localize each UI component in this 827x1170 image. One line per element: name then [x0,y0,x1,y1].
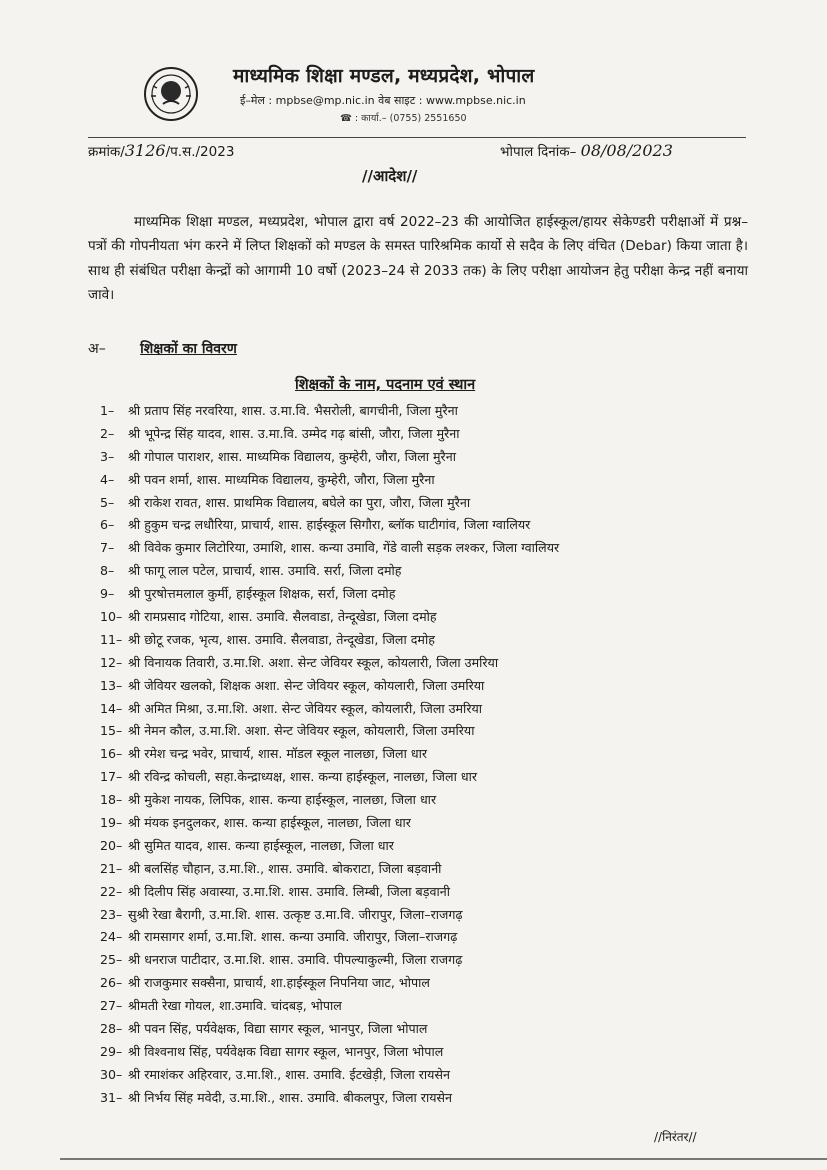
list-item-number: 31– [100,1089,123,1105]
continued-marker: //निरंतर// [654,1130,697,1144]
list-item-number: 24– [100,929,123,945]
list-item-number: 9– [100,586,115,602]
list-item [100,835,750,858]
list-item-text: श्री सुमित यादव, शास. कन्या हाईस्कूल, नालछा, जिला धार [128,837,394,853]
list-item [100,514,750,537]
list-item-text: श्री रमाशंकर अहिरवार, उ.मा.शि., शास. उमावि. ईटखेड़ी, जिला रायसेन [128,1066,450,1082]
list-item-text: श्री नेमन कौल, उ.मा.शि. अशा. सेन्ट जेवियर स्कूल, कोयलारी, जिला उमरिया [128,723,475,739]
list-item-text: श्री हुकुम चन्द्र लधौरिया, प्राचार्य, शास. हाईस्कूल सिगौरा, ब्लॉक घाटीगांव, जिला ग्वालियर [128,517,531,533]
list-item-number: 3– [100,448,115,464]
section-marker: अ– [88,341,106,357]
list-item [100,698,750,721]
website-link[interactable]: www.mpbse.nic.in [425,94,526,107]
organization-name: माध्यमिक शिक्षा मण्डल, मध्यप्रदेश, भोपाल [233,65,535,87]
list-item-text: सुश्री रेखा बैरागी, उ.मा.शि. शास. उत्कृष्ट उ.मा.वि. जीरापुर, जिला–राजगढ़ [128,906,463,922]
list-item [100,743,750,766]
list-item-text: श्री दिलीप सिंह अवास्या, उ.मा.शि. शास. उमावि. लिम्बी, जिला बड़वानी [128,883,450,899]
email-label: ई–मेल : [240,94,273,107]
reference-handwritten-number: 3126 [124,141,166,160]
list-item [100,904,750,927]
header-divider [88,137,746,138]
list-item-text: श्री फागू लाल पटेल, प्राचार्य, शास. उमावि. सर्रा, जिला दमोह [128,563,402,579]
phone-number: (0755) 2551650 [389,113,467,124]
list-item [100,1041,750,1064]
list-item-text: श्री विवेक कुमार लिटोरिया, उमाशि, शास. कन्या उमावि, गेंडे वाली सड़क लश्कर, जिला ग्वालियर [128,540,560,556]
list-item-number: 11– [100,631,123,647]
list-item-number: 17– [100,769,123,785]
order-body [88,210,748,308]
list-item-number: 5– [100,494,115,510]
list-item-text: श्री गोपाल पाराशर, शास. माध्यमिक विद्यालय, कुम्हेरी, जौरा, जिला मुरैना [128,448,456,464]
list-item-text: श्री छोटू रजक, भृत्य, शास. उमावि. सैलवाडा, तेन्दूखेडा, जिला दमोह [128,631,435,647]
list-item-text: श्री विश्वनाथ सिंह, पर्यवेक्षक विद्या सागर स्कूल, भानपुर, जिला भोपाल [128,1043,444,1059]
contact-line [240,93,526,108]
list-item-text: श्री निर्भय सिंह मवेदी, उ.मा.शि., शास. उमावि. बीकलपुर, जिला रायसेन [128,1089,453,1105]
list-item [100,1087,750,1110]
list-item [100,652,750,675]
reference-prefix: क्रमांक/ [88,144,125,160]
list-item [100,400,750,423]
phone-line [340,111,467,124]
list-item-number: 27– [100,998,123,1014]
list-item-text: श्री पवन शर्मा, शास. माध्यमिक विद्यालय, कुम्हेरी, जौरा, जिला मुरैना [128,471,435,487]
list-item-text: श्री जेवियर खलको, शिक्षक अशा. सेन्ट जेवियर स्कूल, कोयलारी, जिला उमरिया [128,677,485,693]
list-item [100,995,750,1018]
list-item [100,812,750,835]
list-item-text: श्री पवन सिंह, पर्यवेक्षक, विद्या सागर स्कूल, भानपुर, जिला भोपाल [128,1021,428,1037]
list-item-number: 14– [100,700,123,716]
list-item [100,766,750,789]
list-item-number: 16– [100,746,123,762]
list-item [100,675,750,698]
list-item [100,537,750,560]
date-label: भोपाल दिनांक– [500,144,577,160]
list-item-number: 8– [100,563,115,579]
list-item [100,881,750,904]
list-item-number: 26– [100,975,123,991]
list-item-text: श्री अमित मिश्रा, उ.मा.शि. अशा. सेन्ट जेवियर स्कूल, कोयलारी, जिला उमरिया [128,700,483,716]
list-item [100,560,750,583]
list-item-text: श्री प्रताप सिंह नरवरिया, शास. उ.मा.वि. भैसरोली, बागचीनी, जिला मुरैना [128,403,458,418]
list-item-text: श्रीमती रेखा गोयल, शा.उमावि. चांदबड़, भोपाल [128,998,342,1014]
list-item-text: श्री राकेश रावत, शास. प्राथमिक विद्यालय, बघेले का पुरा, जौरा, जिला मुरैना [128,494,471,510]
teacher-list [100,400,750,1110]
list-item-text: श्री मंयक इनदुलकर, शास. कन्या हाईस्कूल, नालछा, जिला धार [128,815,411,831]
list-item [100,858,750,881]
list-item [100,972,750,995]
list-item-number: 2– [100,425,115,441]
order-title: //आदेश// [362,167,418,185]
list-item-number: 7– [100,540,115,556]
list-item [100,789,750,812]
list-item-number: 22– [100,883,123,899]
list-item-text: श्री पुरषोत्तमलाल कुर्मी, हाईस्कूल शिक्षक, सर्रा, जिला दमोह [128,586,396,602]
list-item [100,446,750,469]
list-item-number: 28– [100,1021,123,1037]
teacher-list-heading: शिक्षकों के नाम, पदनाम एवं स्थान [295,377,476,393]
website-label: वेब साइट : [378,94,423,107]
list-item-text: श्री धनराज पाटीदार, उ.मा.शि. शास. उमावि. पीपल्याकुल्मी, जिला राजगढ़ [128,952,463,968]
list-item-number: 10– [100,609,123,625]
list-item-number: 30– [100,1066,123,1082]
list-item-text: श्री विनायक तिवारी, उ.मा.शि. अशा. सेन्ट जेवियर स्कूल, कोयलारी, जिला उमरिया [128,654,499,670]
list-item-text: श्री भूपेन्द्र सिंह यादव, शास. उ.मा.वि. उम्मेद गढ़ बांसी, जौरा, जिला मुरैना [128,425,460,441]
list-item-number: 13– [100,677,123,693]
board-seal-icon [143,66,199,122]
list-item [100,926,750,949]
list-item [100,423,750,446]
list-item-text: श्री रविन्द्र कोचली, सहा.केन्द्राध्यक्ष, शास. कन्या हाईस्कूल, नालछा, जिला धार [128,769,477,785]
reference-suffix: /प.स./2023 [165,144,235,160]
list-item-text: श्री रमेश चन्द्र भवेर, प्राचार्य, शास. मॉडल स्कूल नालछा, जिला धार [128,746,428,762]
list-item-text: श्री रामप्रसाद गोटिया, शास. उमावि. सैलवाडा, तेन्दूखेडा, जिला दमोह [128,609,437,625]
list-item [100,492,750,515]
list-item-number: 1– [100,403,115,418]
section-title: शिक्षकों का विवरण [140,341,237,357]
list-item-number: 25– [100,952,123,968]
list-item-text: श्री रामसागर शर्मा, उ.मा.शि. शास. कन्या उमावि. जीरापुर, जिला–राजगढ़ [128,929,458,945]
list-item-number: 4– [100,471,115,487]
list-item [100,469,750,492]
list-item [100,1064,750,1087]
list-item [100,629,750,652]
order-body-text: माध्यमिक शिक्षा मण्डल, मध्यप्रदेश, भोपाल द्वारा वर्ष 2022–23 की आयोजित हाईस्कूल/हायर सेकेण्डरी परीक्षाओं में प्रश्न–पत्रों की गोपनीयता भंग करने में लिप्त शिक्षकों को मण्डल के समस्त पारिश्रमिक कार्यो से सदैव के लिए वंचित (Debar) किया जाता है। साथ ही संबंधित परीक्षा केन्द्रों को आगामी 10 वर्षो (2023–24 से 2033 तक) के लिए परीक्षा आयोजन हेतु परीक्षा केन्द्र नहीं बनाया जावे। [88,214,748,304]
email-link[interactable]: mpbse@mp.nic.in [275,94,375,107]
list-item-number: 21– [100,860,123,876]
list-item-number: 15– [100,723,123,739]
list-item-number: 23– [100,906,123,922]
issue-date [500,141,673,160]
reference-number [88,141,234,160]
list-item-number: 12– [100,654,123,670]
phone-label: ☎ : कार्या.– [340,113,387,124]
list-item-text: श्री बलसिंह चौहान, उ.मा.शि., शास. उमावि. बोकराटा, जिला बड़वानी [128,860,442,876]
footer-line [60,1158,827,1160]
list-item [100,720,750,743]
list-item [100,1018,750,1041]
list-item-number: 18– [100,792,123,808]
list-item [100,606,750,629]
list-item [100,949,750,972]
list-item-number: 19– [100,815,123,831]
section-heading [88,339,237,358]
list-item-text: श्री राजकुमार सक्सैना, प्राचार्य, शा.हाईस्कूल निपनिया जाट, भोपाल [128,975,430,991]
list-item-number: 20– [100,837,123,853]
list-item-number: 29– [100,1043,123,1059]
list-item-number: 6– [100,517,115,533]
date-value: 08/08/2023 [580,141,673,160]
list-item [100,583,750,606]
list-item-text: श्री मुकेश नायक, लिपिक, शास. कन्या हाईस्कूल, नालछा, जिला धार [128,792,437,808]
